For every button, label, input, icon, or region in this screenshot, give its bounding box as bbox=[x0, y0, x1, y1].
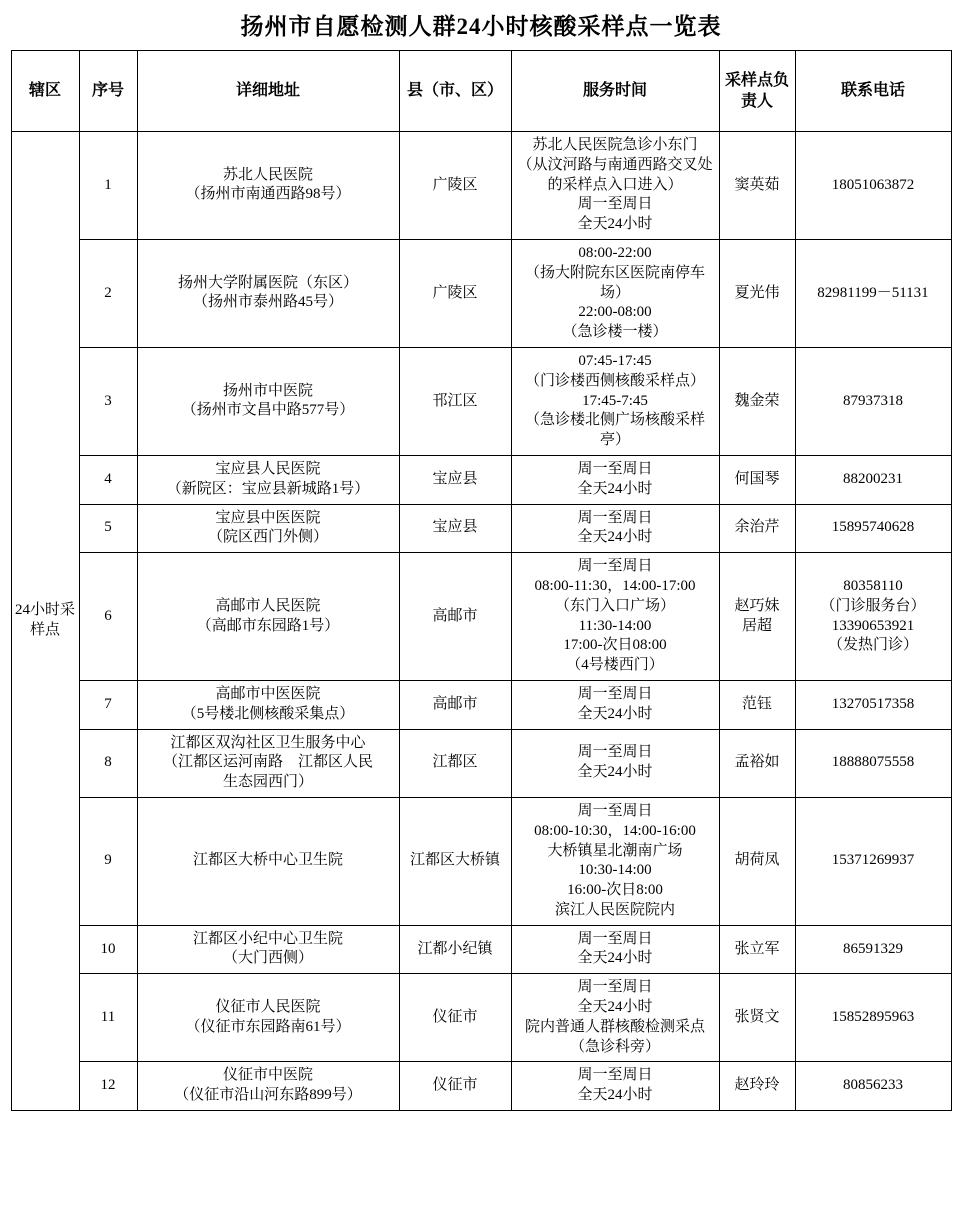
header-index: 序号 bbox=[79, 51, 137, 132]
phone-cell bbox=[795, 347, 951, 455]
hours-cell-line: （扬大附院东区医院南停车 bbox=[524, 264, 705, 281]
address-cell bbox=[137, 504, 399, 553]
county-cell: 邗江区 bbox=[399, 347, 511, 455]
address-cell bbox=[137, 239, 399, 347]
hours-cell-line: 大桥镇星北潮南广场 bbox=[547, 842, 683, 859]
phone-cell bbox=[795, 974, 951, 1062]
address-cell-line: 宝应县中医医院 bbox=[215, 509, 321, 526]
hours-cell-line: （门诊楼西侧核酸采样点） bbox=[524, 372, 705, 389]
manager-cell bbox=[719, 347, 795, 455]
address-cell-line: 仪征市人民医院 bbox=[215, 999, 321, 1016]
county-cell: 广陵区 bbox=[399, 239, 511, 347]
county-cell: 高邮市 bbox=[399, 553, 511, 681]
hours-cell-line: 11:30-14:00 bbox=[578, 617, 652, 634]
phone-cell bbox=[795, 797, 951, 925]
address-cell-line: （扬州市文昌中路577号） bbox=[181, 402, 355, 419]
phone-cell bbox=[795, 553, 951, 681]
address-cell bbox=[137, 1062, 399, 1111]
index-cell: 11 bbox=[79, 974, 137, 1062]
phone-cell bbox=[795, 132, 951, 240]
manager-cell-line: 张立军 bbox=[734, 940, 780, 957]
phone-cell-line: 15852895963 bbox=[831, 1008, 915, 1025]
hours-cell-line: 亭） bbox=[599, 432, 630, 449]
address-cell-line: 江都区大桥中心卫生院 bbox=[192, 852, 343, 869]
address-cell-line: （院区西门外侧） bbox=[207, 529, 328, 546]
phone-cell bbox=[795, 729, 951, 797]
table-row bbox=[11, 347, 951, 455]
hours-cell bbox=[511, 974, 719, 1062]
hours-cell-line: 08:00-22:00 bbox=[578, 244, 652, 261]
hours-cell-line: 全天24小时 bbox=[577, 950, 653, 967]
table-row bbox=[11, 680, 951, 729]
hours-cell-line: （急诊科旁） bbox=[569, 1038, 660, 1055]
phone-cell bbox=[795, 1062, 951, 1111]
address-cell bbox=[137, 925, 399, 974]
header-hours: 服务时间 bbox=[511, 51, 719, 132]
manager-cell-line: 余治芹 bbox=[734, 519, 780, 536]
index-cell: 8 bbox=[79, 729, 137, 797]
phone-cell-line: （门诊服务台） bbox=[820, 597, 926, 614]
header-phone: 联系电话 bbox=[795, 51, 951, 132]
table-row bbox=[11, 504, 951, 553]
phone-cell-line: 18051063872 bbox=[831, 176, 915, 193]
header-district: 辖区 bbox=[11, 51, 79, 132]
table-row bbox=[11, 132, 951, 240]
hours-cell-line: （急诊楼一楼） bbox=[562, 324, 668, 341]
county-cell: 仪征市 bbox=[399, 1062, 511, 1111]
hours-cell bbox=[511, 347, 719, 455]
manager-cell bbox=[719, 239, 795, 347]
hours-cell bbox=[511, 504, 719, 553]
hours-cell-line: 场） bbox=[599, 284, 630, 301]
county-cell: 高邮市 bbox=[399, 680, 511, 729]
hours-cell-line: 的采样点入口进入） bbox=[547, 176, 683, 193]
hours-cell-line: （4号楼西门） bbox=[566, 657, 664, 674]
index-cell: 12 bbox=[79, 1062, 137, 1111]
manager-cell bbox=[719, 455, 795, 504]
hours-cell-line: 周一至周日 bbox=[577, 509, 653, 526]
hours-cell-line: 周一至周日 bbox=[577, 979, 653, 996]
hours-cell-line: 22:00-08:00 bbox=[578, 304, 652, 321]
index-cell: 1 bbox=[79, 132, 137, 240]
manager-cell bbox=[719, 504, 795, 553]
phone-cell bbox=[795, 455, 951, 504]
address-cell-line: （仪征市东园路南61号） bbox=[185, 1018, 351, 1035]
phone-cell bbox=[795, 925, 951, 974]
index-cell: 5 bbox=[79, 504, 137, 553]
hours-cell-line: 07:45-17:45 bbox=[578, 352, 652, 369]
manager-cell bbox=[719, 132, 795, 240]
manager-cell-line: 赵巧妹 bbox=[734, 597, 780, 614]
hours-cell bbox=[511, 797, 719, 925]
table-row bbox=[11, 729, 951, 797]
hours-cell-line: 全天24小时 bbox=[577, 999, 653, 1016]
phone-cell-line: 86591329 bbox=[843, 940, 903, 957]
address-cell-line: 高邮市人民医院 bbox=[215, 597, 321, 614]
phone-cell-line: 13270517358 bbox=[831, 695, 915, 712]
manager-cell bbox=[719, 1062, 795, 1111]
hours-cell-line: 10:30-14:00 bbox=[578, 862, 652, 879]
hours-cell-line: 全天24小时 bbox=[577, 216, 653, 233]
index-cell: 6 bbox=[79, 553, 137, 681]
hours-cell-line: 周一至周日 bbox=[577, 196, 653, 213]
header-manager: 采样点负责人 bbox=[719, 51, 795, 132]
hours-cell-line: 17:00-次日08:00 bbox=[563, 637, 667, 654]
index-cell: 2 bbox=[79, 239, 137, 347]
phone-cell-line: 88200231 bbox=[843, 470, 903, 487]
manager-cell-line: 张贤文 bbox=[734, 1008, 780, 1025]
index-cell: 3 bbox=[79, 347, 137, 455]
page-title: 扬州市自愿检测人群24小时核酸采样点一览表 bbox=[240, 14, 722, 39]
county-cell: 宝应县 bbox=[399, 455, 511, 504]
hours-cell-line: 周一至周日 bbox=[577, 802, 653, 819]
table-body bbox=[11, 132, 951, 1111]
hours-cell-line: 全天24小时 bbox=[577, 480, 653, 497]
hours-cell bbox=[511, 729, 719, 797]
manager-cell bbox=[719, 553, 795, 681]
address-cell bbox=[137, 974, 399, 1062]
hours-cell bbox=[511, 239, 719, 347]
address-cell-line: 扬州市中医院 bbox=[222, 382, 313, 399]
manager-cell-line: 居超 bbox=[741, 617, 772, 634]
phone-cell bbox=[795, 680, 951, 729]
table-row bbox=[11, 455, 951, 504]
hours-cell bbox=[511, 132, 719, 240]
hours-cell-line: 周一至周日 bbox=[577, 930, 653, 947]
hours-cell-line: （急诊楼北侧广场核酸采样 bbox=[524, 412, 705, 429]
index-cell: 10 bbox=[79, 925, 137, 974]
phone-cell-line: 80358110 bbox=[843, 577, 903, 594]
address-cell-line: （大门西侧） bbox=[222, 950, 313, 967]
header-county: 县（市、区） bbox=[399, 51, 511, 132]
manager-cell-line: 魏金荣 bbox=[734, 392, 780, 409]
address-cell bbox=[137, 680, 399, 729]
hours-cell-line: 院内普通人群核酸检测采点 bbox=[524, 1018, 705, 1035]
address-cell-line: 高邮市中医医院 bbox=[215, 685, 321, 702]
manager-cell bbox=[719, 729, 795, 797]
manager-cell bbox=[719, 974, 795, 1062]
hours-cell bbox=[511, 455, 719, 504]
county-cell: 宝应县 bbox=[399, 504, 511, 553]
phone-cell-line: 87937318 bbox=[843, 392, 903, 409]
phone-cell-line: 82981199－51131 bbox=[817, 284, 929, 301]
hours-cell-line: 滨江人民医院院内 bbox=[554, 901, 675, 918]
manager-cell bbox=[719, 680, 795, 729]
phone-cell-line: 18888075558 bbox=[831, 754, 915, 771]
phone-cell bbox=[795, 504, 951, 553]
address-cell bbox=[137, 553, 399, 681]
address-cell-line: 生态园西门） bbox=[222, 774, 313, 791]
phone-cell-line: 15371269937 bbox=[831, 852, 915, 869]
sampling-points-table bbox=[11, 50, 952, 1111]
address-cell-line: （江都区运河南路 江都区人民 bbox=[162, 754, 373, 771]
address-cell-line: 江都区双沟社区卫生服务中心 bbox=[170, 734, 366, 751]
hours-cell-line: 周一至周日 bbox=[577, 558, 653, 575]
hours-cell-line: 周一至周日 bbox=[577, 1067, 653, 1084]
table-row bbox=[11, 974, 951, 1062]
phone-cell-line: 80856233 bbox=[843, 1077, 903, 1094]
manager-cell-line: 何国琴 bbox=[734, 470, 780, 487]
index-cell: 4 bbox=[79, 455, 137, 504]
phone-cell-line: 13390653921 bbox=[831, 617, 915, 634]
table-row bbox=[11, 797, 951, 925]
county-cell: 江都小纪镇 bbox=[399, 925, 511, 974]
hours-cell-line: 全天24小时 bbox=[577, 705, 653, 722]
address-cell-line: 宝应县人民医院 bbox=[215, 460, 321, 477]
hours-cell-line: 08:00-10:30，14:00-16:00 bbox=[534, 822, 696, 839]
address-cell-line: （新院区：宝应县新城路1号） bbox=[166, 480, 370, 497]
phone-cell bbox=[795, 239, 951, 347]
hours-cell bbox=[511, 1062, 719, 1111]
manager-cell-line: 窦英茹 bbox=[734, 176, 780, 193]
hours-cell bbox=[511, 680, 719, 729]
address-cell-line: 江都区小纪中心卫生院 bbox=[192, 930, 343, 947]
hours-cell-line: 全天24小时 bbox=[577, 764, 653, 781]
table-row bbox=[11, 553, 951, 681]
index-cell: 9 bbox=[79, 797, 137, 925]
hours-cell-line: 16:00-次日8:00 bbox=[567, 882, 663, 899]
hours-cell-line: 08:00-11:30，14:00-17:00 bbox=[534, 577, 696, 594]
manager-cell bbox=[719, 797, 795, 925]
district-cell: 24小时采样点 bbox=[11, 132, 79, 1111]
hours-cell-line: 17:45-7:45 bbox=[582, 392, 648, 409]
hours-cell bbox=[511, 553, 719, 681]
address-cell bbox=[137, 132, 399, 240]
address-cell bbox=[137, 797, 399, 925]
manager-cell bbox=[719, 925, 795, 974]
index-cell: 7 bbox=[79, 680, 137, 729]
table-row bbox=[11, 925, 951, 974]
county-cell: 江都区大桥镇 bbox=[399, 797, 511, 925]
address-cell-line: （5号楼北侧核酸采集点） bbox=[181, 705, 355, 722]
hours-cell-line: （东门入口广场） bbox=[554, 597, 675, 614]
manager-cell-line: 范钰 bbox=[741, 695, 772, 712]
address-cell-line: （扬州市南通西路98号） bbox=[185, 186, 351, 203]
address-cell-line: 扬州大学附属医院（东区） bbox=[177, 274, 358, 291]
address-cell-line: 苏北人民医院 bbox=[222, 166, 313, 183]
manager-cell-line: 夏光伟 bbox=[734, 284, 780, 301]
hours-cell-line: 周一至周日 bbox=[577, 460, 653, 477]
county-cell: 江都区 bbox=[399, 729, 511, 797]
manager-cell-line: 赵玲玲 bbox=[734, 1077, 780, 1094]
address-cell-line: （仪征市沿山河东路899号） bbox=[174, 1087, 362, 1104]
hours-cell-line: （从汶河路与南通西路交叉处 bbox=[517, 156, 713, 173]
hours-cell-line: 全天24小时 bbox=[577, 1087, 653, 1104]
table-row bbox=[11, 1062, 951, 1111]
manager-cell-line: 胡荷凤 bbox=[734, 852, 780, 869]
hours-cell-line: 全天24小时 bbox=[577, 529, 653, 546]
hours-cell-line: 周一至周日 bbox=[577, 685, 653, 702]
hours-cell bbox=[511, 925, 719, 974]
address-cell bbox=[137, 455, 399, 504]
phone-cell-line: 15895740628 bbox=[831, 519, 915, 536]
hours-cell-line: 周一至周日 bbox=[577, 744, 653, 761]
address-cell bbox=[137, 729, 399, 797]
table-header-row bbox=[11, 51, 951, 132]
phone-cell-line: （发热门诊） bbox=[827, 637, 918, 654]
hours-cell-line: 苏北人民医院急诊小东门 bbox=[532, 137, 698, 153]
manager-cell-line: 孟裕如 bbox=[734, 754, 780, 771]
address-cell-line: （扬州市泰州路45号） bbox=[192, 294, 343, 311]
header-address: 详细地址 bbox=[137, 51, 399, 132]
county-cell: 仪征市 bbox=[399, 974, 511, 1062]
address-cell bbox=[137, 347, 399, 455]
table-row bbox=[11, 239, 951, 347]
address-cell-line: （高邮市东园路1号） bbox=[196, 617, 340, 634]
county-cell: 广陵区 bbox=[399, 132, 511, 240]
address-cell-line: 仪征市中医院 bbox=[222, 1067, 313, 1084]
